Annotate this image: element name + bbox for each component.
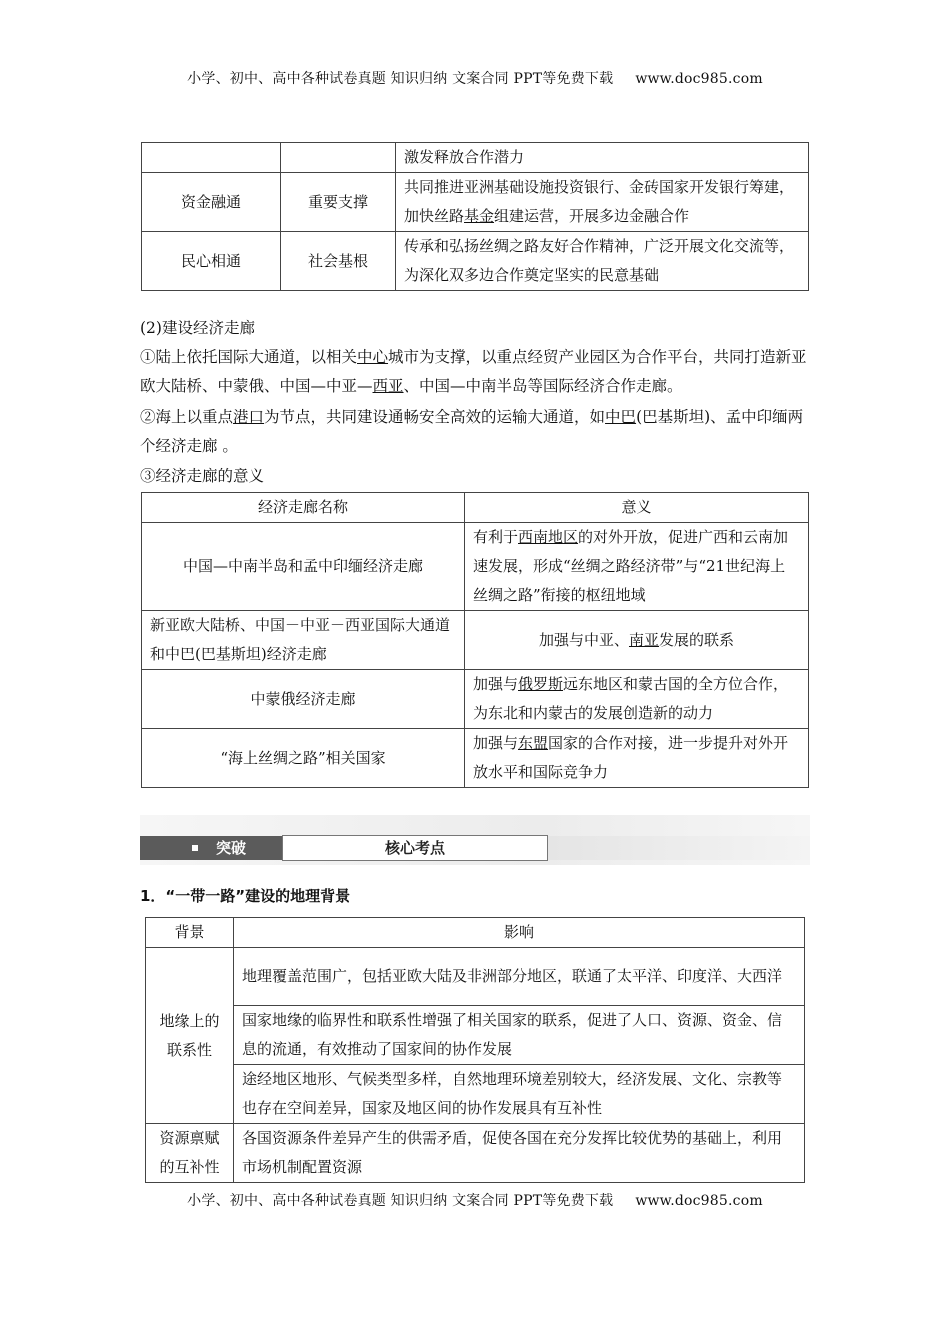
square-bullet-icon (192, 845, 198, 851)
table-row (142, 729, 809, 788)
table-cell (396, 173, 809, 232)
table-cell: 传承和弘扬丝绸之路友好合作精神，广泛开展文化交流等，为深化双多边合作奠定坚实的民意基础 (396, 232, 809, 291)
table-background (145, 917, 805, 1183)
underlined-term: 东盟 (518, 734, 549, 752)
table-row (146, 1065, 805, 1124)
text-span: 为节点，共同建设通畅安全高效的运输大通道，如 (264, 408, 606, 426)
table-corridors (141, 492, 809, 788)
text-span: 国家的合作对接，进一步提升对外开放水平和国际竞争力 (473, 734, 789, 781)
text-span: 加强与中亚、 (538, 630, 629, 649)
table-row (142, 173, 809, 232)
underlined-term: 西南地区 (518, 528, 579, 546)
table-row (142, 611, 809, 670)
paragraph-significance: ③经济走廊的意义 (140, 467, 265, 485)
paragraph-sea (140, 403, 812, 461)
banner-label-dark (140, 836, 282, 860)
table-cell (465, 523, 809, 611)
paragraph-land (140, 343, 812, 401)
table-row (142, 143, 809, 173)
underlined-term: 南亚 (628, 630, 659, 649)
text-span: ①陆上依托国际大通道，以相关 (140, 348, 358, 366)
column-header: 背景 (146, 918, 234, 948)
table-cell: 资源禀赋的互补性 (146, 1124, 234, 1183)
underlined-term: 基金 (464, 207, 495, 225)
table-cell: 社会基根 (281, 232, 396, 291)
header-text: 小学、初中、高中各种试卷真题 知识归纳 文案合同 PPT等免费下载 (187, 71, 614, 87)
table-header-row (142, 493, 809, 523)
page-footer (0, 1190, 950, 1210)
banner-label-light: 核心考点 (282, 835, 548, 861)
table-row (142, 523, 809, 611)
table-row (142, 670, 809, 729)
section-banner (140, 815, 810, 865)
table-cell: 重要支撑 (281, 173, 396, 232)
table-cooperation (141, 142, 809, 291)
footer-url[interactable]: www.doc985.com (635, 1193, 763, 1209)
table-row (142, 232, 809, 291)
text-span: 有利于 (473, 528, 519, 546)
underlined-term: 中心 (357, 348, 389, 366)
table-cell (465, 729, 809, 788)
header-url[interactable]: www.doc985.com (635, 71, 763, 87)
table-cell: 地理覆盖范围广，包括亚欧大陆及非洲部分地区，联通了太平洋、印度洋、大西洋 (234, 948, 805, 1006)
table-cell: 中国—中南半岛和孟中印缅经济走廊 (142, 523, 465, 611)
text-span: 加强与 (473, 675, 519, 693)
table-header-row (146, 918, 805, 948)
table-cell: 途经地区地形、气候类型多样，自然地理环境差别较大，经济发展、文化、宗教等也存在空间差异，国家及地区间的协作发展具有互补性 (234, 1065, 805, 1124)
table-cell: 地缘上的联系性 (146, 948, 234, 1124)
text-span: 、中国—中南半岛等国际经济合作走廊。 (403, 377, 683, 395)
footer-text: 小学、初中、高中各种试卷真题 知识归纳 文案合同 PPT等免费下载 (187, 1193, 614, 1209)
text-span: 城市为支撑，以重点经贸产业园区为合作平台，共同打造新亚欧大陆桥、中蒙俄、中国—中亚— (140, 348, 807, 395)
table-cell: 民心相通 (142, 232, 281, 291)
text-span: 的对外开放，促进广西和云南加速发展，形成“丝绸之路经济带”与“21世纪海上丝绸之路”衔接的枢纽地域 (473, 528, 789, 604)
table-cell: 激发释放合作潜力 (396, 143, 809, 173)
table-cell (465, 670, 809, 729)
column-header: 意义 (465, 493, 809, 523)
section-heading: 1．“一带一路”建设的地理背景 (140, 887, 351, 905)
table-cell: 各国资源条件差异产生的供需矛盾，促使各国在充分发挥比较优势的基础上，利用市场机制配置资源 (234, 1124, 805, 1183)
text-span: (巴基斯坦)、孟中印缅两个经济走廊 。 (140, 408, 804, 455)
text-span: 远东地区和蒙古国的全方位合作，为东北和内蒙古的发展创造新的动力 (473, 675, 789, 722)
underlined-term: 俄罗斯 (518, 675, 564, 693)
table-cell (142, 143, 281, 173)
underlined-term: 中巴 (605, 408, 637, 426)
table-cell: 国家地缘的临界性和联系性增强了相关国家的联系，促进了人口、资源、资金、信息的流通，有效推动了国家间的协作发展 (234, 1006, 805, 1065)
table-cell: 资金融通 (142, 173, 281, 232)
text-span: ②海上以重点 (140, 408, 234, 426)
table-row (146, 948, 805, 1006)
text-span: 发展的联系 (659, 630, 735, 649)
underlined-term: 西亚 (372, 377, 404, 395)
text-span: 组建运营，开展多边金融合作 (494, 207, 690, 225)
table-cell (281, 143, 396, 173)
page-header (0, 68, 950, 88)
table-row (146, 1006, 805, 1065)
column-header: 影响 (234, 918, 805, 948)
section-title: (2)建设经济走廊 (140, 319, 255, 337)
column-header: 经济走廊名称 (142, 493, 465, 523)
text-span: 共同推进亚洲基础设施投资银行、金砖国家开发银行筹建，加快丝路 (404, 178, 795, 225)
underlined-term: 港口 (233, 408, 265, 426)
banner-dark-text: 突破 (216, 839, 247, 857)
text-span: 加强与 (473, 734, 519, 752)
table-cell: 新亚欧大陆桥、中国－中亚－西亚国际大通道和中巴(巴基斯坦)经济走廊 (142, 611, 465, 670)
table-cell: 中蒙俄经济走廊 (142, 670, 465, 729)
table-cell (465, 611, 809, 670)
table-row (146, 1124, 805, 1183)
table-cell: “海上丝绸之路”相关国家 (142, 729, 465, 788)
